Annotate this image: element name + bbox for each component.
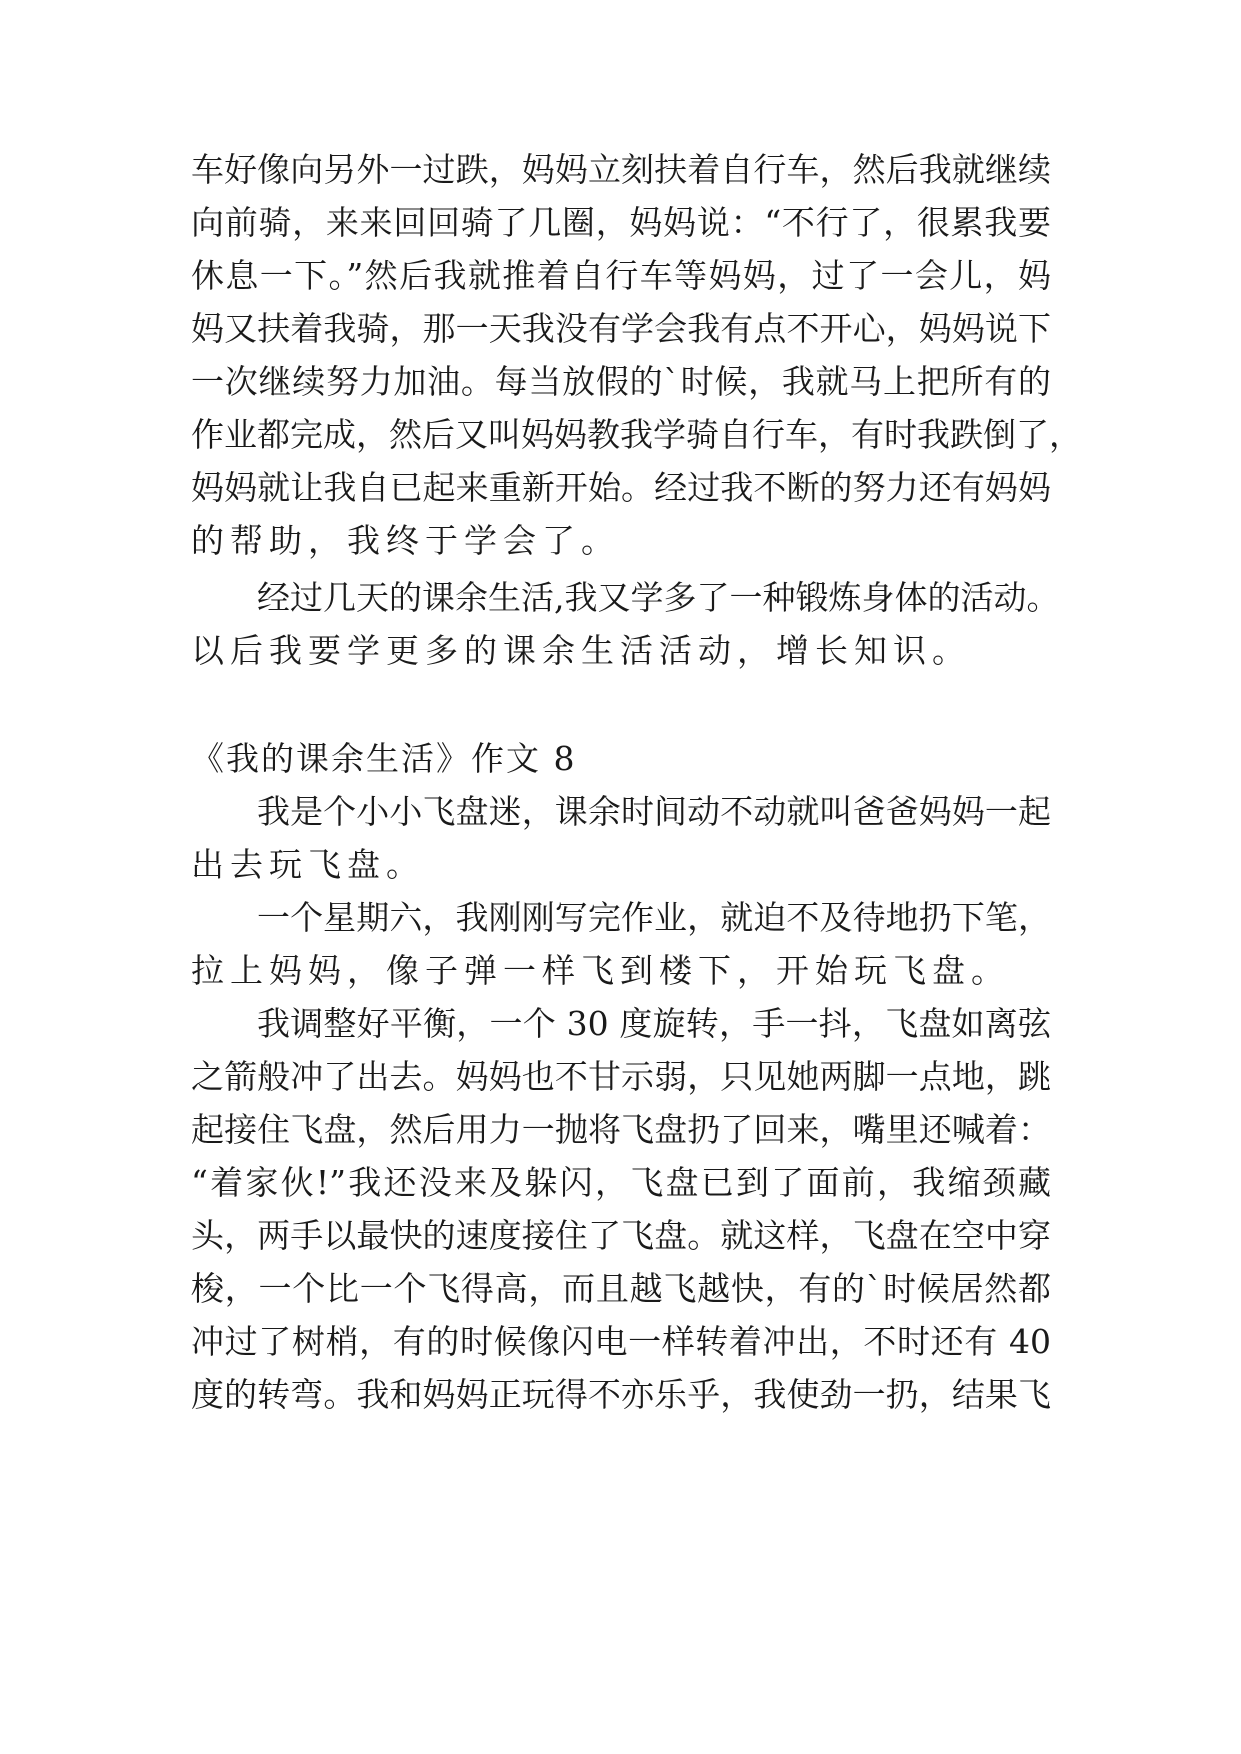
text-line: 起接住飞盘，然后用力一抛将飞盘扔了回来，嘴里还喊着： (191, 1110, 1051, 1149)
text-line: 以后我要学更多的课余生活活动，增长知识。 (191, 631, 971, 670)
text-line: 妈妈就让我自已起来重新开始。经过我不断的努力还有妈妈 (191, 468, 1051, 507)
text-line: 拉上妈妈，像子弹一样飞到楼下，开始玩飞盘。 (191, 951, 1010, 990)
text-line: 车好像向另外一过跌，妈妈立刻扶着自行车，然后我就继续 (191, 150, 1051, 189)
text-line: 休息一下。”然后我就推着自行车等妈妈，过了一会儿，妈 (191, 256, 1051, 295)
text-line: 一次继续努力加油。每当放假的`时候，我就马上把所有的 (191, 362, 1051, 401)
section-title: 《我的课余生活》作文 8 (191, 739, 577, 778)
text-line: 作业都完成，然后又叫妈妈教我学骑自行车，有时我跌倒了， (191, 415, 1082, 454)
paragraph-first-line: 我是个小小飞盘迷，课余时间动不动就叫爸爸妈妈一起 (257, 792, 1051, 831)
text-line: 度的转弯。我和妈妈正玩得不亦乐乎，我使劲一扔，结果飞 (191, 1375, 1051, 1414)
text-line: “着家伙!”我还没来及躲闪，飞盘已到了面前，我缩颈藏 (191, 1163, 1051, 1202)
text-line: 出去玩飞盘。 (191, 845, 425, 884)
text-line: 向前骑，来来回回骑了几圈，妈妈说：“不行了，很累我要 (191, 203, 1051, 242)
text-line: 之箭般冲了出去。妈妈也不甘示弱，只见她两脚一点地，跳 (191, 1057, 1051, 1096)
text-line: 冲过了树梢，有的时候像闪电一样转着冲出，不时还有 40 (191, 1322, 1051, 1361)
paragraph-first-line: 我调整好平衡，一个 30 度旋转，手一抖，飞盘如离弦 (257, 1004, 1051, 1043)
text-line: 妈又扶着我骑，那一天我没有学会我有点不开心，妈妈说下 (191, 309, 1051, 348)
paragraph-first-line: 经过几天的课余生活,我又学多了一种锻炼身体的活动。 (257, 578, 1060, 617)
paragraph-first-line: 一个星期六，我刚刚写完作业，就迫不及待地扔下笔， (257, 898, 1051, 937)
text-line: 的帮助，我终于学会了。 (191, 521, 620, 560)
text-line: 头，两手以最快的速度接住了飞盘。就这样，飞盘在空中穿 (191, 1216, 1051, 1255)
text-line: 梭，一个比一个飞得高，而且越飞越快，有的`时候居然都 (191, 1269, 1051, 1308)
